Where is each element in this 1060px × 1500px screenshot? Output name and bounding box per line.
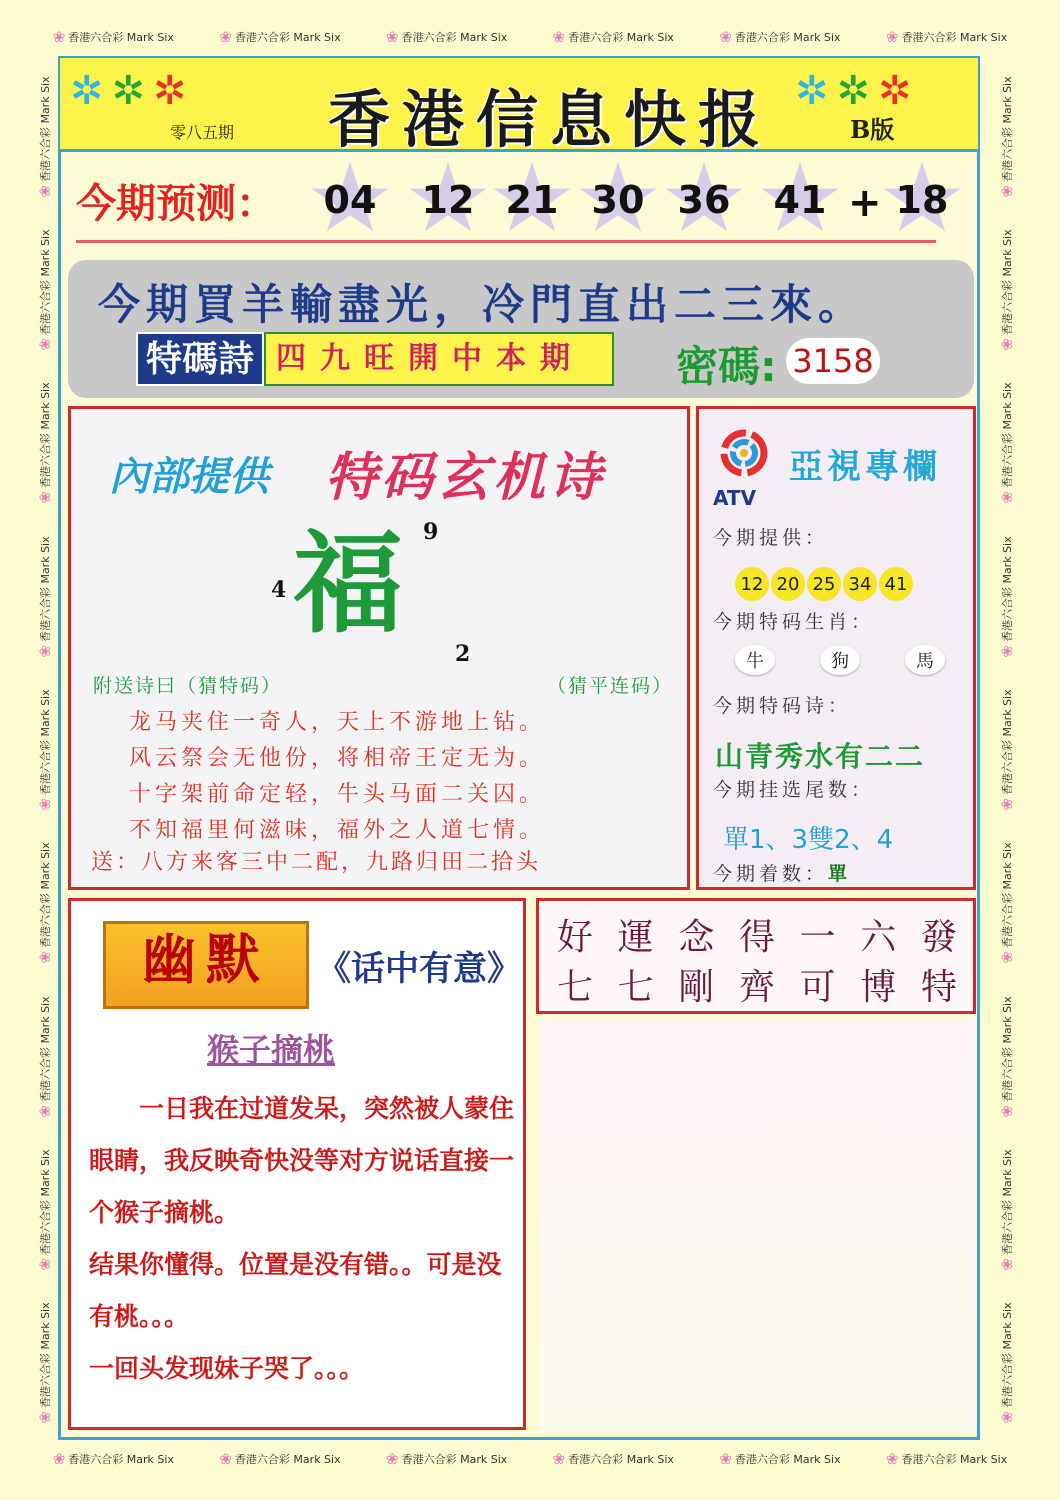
watermark: ❀ 香港六合彩 Mark Six: [35, 76, 54, 198]
prediction-row: [66, 162, 966, 242]
slogan: 今期買羊輸盡光，冷門直出二三來。: [98, 280, 867, 329]
lucky-char: 一: [799, 917, 836, 958]
watermark: ❀ 香港六合彩 Mark Six: [35, 996, 54, 1118]
flower-icon: ❀: [552, 27, 566, 46]
riddle-title: 特码玄机诗: [325, 447, 606, 508]
atv-number-row: [735, 567, 913, 601]
flower-icon: ❀: [719, 1449, 732, 1468]
watermark: ❀ 香港六合彩 Mark Six: [52, 1449, 174, 1468]
asterisk-flower-icon: ✲: [153, 68, 195, 114]
humor-line: 眼睛，我反映奇快没等对方说话直接一: [89, 1146, 515, 1175]
special-number: 18: [882, 162, 962, 238]
atv-column: [696, 406, 976, 890]
watermark: ❀ 香港六合彩 Mark Six: [997, 689, 1016, 811]
atv-count: [713, 859, 851, 886]
flower-icon: ❀: [997, 338, 1016, 351]
lucky-char: 可: [799, 967, 836, 1008]
watermark: ❀ 香港六合彩 Mark Six: [997, 536, 1016, 658]
flower-icon: ❀: [997, 491, 1016, 504]
bottom-watermark-strip: [30, 1446, 1030, 1472]
lucky-char: 發: [920, 917, 957, 958]
special-poem-text: 四九旺開中本期: [264, 332, 614, 386]
watermark: ❀ 香港六合彩 Mark Six: [219, 27, 341, 46]
flower-icon: ❀: [52, 27, 66, 46]
watermark: ❀ 香港六合彩 Mark Six: [219, 1449, 341, 1468]
flower-icon: ❀: [35, 491, 54, 504]
flower-icon: ❀: [35, 184, 54, 198]
asterisk-flower-icon: ✲: [111, 68, 154, 114]
flower-icon: ❀: [997, 1104, 1016, 1118]
gift-line: [93, 671, 673, 698]
lucky-char: 得: [738, 917, 775, 958]
issue-number: 零八五期: [170, 123, 235, 142]
watermark: ❀ 香港六合彩 Mark Six: [885, 1449, 1008, 1468]
watermark: ❀ 香港六合彩 Mark Six: [997, 76, 1016, 198]
atv-tails: 單1、3雙2、4: [723, 825, 894, 855]
lucky-phrase-box: [536, 898, 976, 1014]
zodiac-badge: 狗: [820, 645, 860, 675]
lucky-char: 特: [920, 967, 957, 1008]
decorative-flowers-left: [70, 68, 195, 114]
lucky-row-1: [557, 909, 957, 960]
humor-subtitle: 《话中有意》: [317, 949, 521, 989]
riddle-poem: [129, 705, 649, 849]
watermark: ❀ 香港六合彩 Mark Six: [35, 229, 54, 351]
atv-provide-label: 今期提供：: [713, 527, 829, 549]
flower-icon: ❀: [35, 951, 54, 964]
humor-line: 有桃。。。: [89, 1302, 190, 1331]
atv-logo-text: ATV: [713, 486, 757, 509]
humor-line: 结果你懂得。位置是没有错。。可是没: [89, 1250, 502, 1279]
humor-body: [89, 1083, 519, 1395]
asterisk-flower-icon: ✲: [70, 68, 112, 114]
watermark: ❀ 香港六合彩 Mark Six: [35, 842, 54, 964]
prediction-number: 36: [664, 162, 744, 238]
lucky-char: 七: [557, 967, 594, 1008]
poem-line: 风云祭会无他份，将相帝王定无为。: [129, 746, 546, 771]
code-label: 密碼:: [676, 342, 777, 391]
watermark: ❀ 香港六合彩 Mark Six: [52, 27, 174, 46]
riddle-number-top: 9: [423, 519, 439, 545]
zodiac-badge: 牛: [735, 645, 775, 675]
watermark: ❀ 香港六合彩 Mark Six: [997, 996, 1016, 1118]
lucky-row-2: [557, 959, 957, 1010]
number-ball: 25: [807, 567, 841, 601]
asterisk-flower-icon: ✲: [836, 68, 879, 114]
watermark: ❀ 香港六合彩 Mark Six: [719, 27, 841, 46]
flower-icon: ❀: [552, 1449, 566, 1468]
watermark: ❀ 香港六合彩 Mark Six: [997, 1149, 1016, 1271]
watermark: ❀ 香港六合彩 Mark Six: [997, 1302, 1016, 1424]
flower-icon: ❀: [35, 644, 54, 658]
flower-icon: ❀: [997, 1411, 1016, 1424]
lucky-char: 七: [617, 967, 654, 1008]
lucky-char: 六: [860, 917, 897, 958]
lucky-char: 好: [557, 917, 594, 958]
special-poem: [136, 332, 614, 386]
poem-line: 十字架前命定轻，牛头马面二关囚。: [129, 782, 546, 807]
riddle-box: [68, 406, 690, 890]
lucky-char: 剛: [678, 967, 715, 1008]
lucky-char: 運: [617, 917, 654, 958]
prediction-number: 21: [492, 162, 572, 238]
humor-line: 一日我在过道发呆，突然被人蒙住: [89, 1094, 515, 1123]
prediction-label: 今期预测：: [76, 181, 276, 227]
watermark: ❀ 香港六合彩 Mark Six: [35, 689, 54, 811]
flower-icon: ❀: [35, 1258, 54, 1271]
internal-label: 內部提供: [109, 454, 269, 500]
watermark: ❀ 香港六合彩 Mark Six: [885, 27, 1008, 46]
flower-icon: ❀: [997, 1258, 1016, 1271]
riddle-number-bottom: 2: [455, 641, 471, 667]
asterisk-flower-icon: ✲: [878, 68, 920, 114]
atv-poem: 山青秀水有二二: [715, 740, 926, 773]
number-ball: 20: [771, 567, 805, 601]
atv-title: 亞視專欄: [789, 447, 941, 487]
atv-count-value: 單: [828, 863, 852, 885]
asterisk-flower-icon: ✲: [795, 68, 837, 114]
flower-icon: ❀: [35, 338, 54, 351]
divider: [76, 240, 936, 243]
flower-icon: ❀: [35, 1104, 54, 1118]
watermark: ❀ 香港六合彩 Mark Six: [35, 1302, 54, 1424]
flower-icon: ❀: [885, 1449, 899, 1468]
watermark: ❀ 香港六合彩 Mark Six: [552, 1449, 674, 1468]
watermark: ❀ 香港六合彩 Mark Six: [997, 842, 1016, 964]
slogan-panel: [68, 260, 974, 398]
humor-badge: 幽默: [103, 921, 309, 1009]
watermark: ❀ 香港六合彩 Mark Six: [997, 229, 1016, 351]
code-value: 3158: [786, 338, 880, 384]
decorative-flowers-right: [795, 68, 920, 114]
gift-right: （猜平连码）: [546, 675, 673, 697]
flower-icon: ❀: [885, 27, 899, 46]
humor-line: 个猴子摘桃。: [89, 1198, 240, 1227]
gift-left: 附送诗曰（猜特码）: [93, 675, 283, 697]
riddle-number-left: 4: [271, 577, 287, 603]
zodiac-badge: 馬: [905, 645, 945, 675]
flower-icon: ❀: [386, 1449, 399, 1468]
right-watermark-strip: [994, 60, 1020, 1440]
number-ball: 34: [843, 567, 877, 601]
number-ball: 12: [735, 567, 769, 601]
atv-count-label: 今期着数：: [713, 863, 829, 885]
flower-icon: ❀: [35, 798, 54, 811]
flower-icon: ❀: [719, 27, 732, 46]
prediction-number: 41: [760, 162, 840, 238]
watermark: ❀ 香港六合彩 Mark Six: [997, 382, 1016, 504]
watermark: ❀ 香港六合彩 Mark Six: [719, 1449, 841, 1468]
lucky-char: 博: [860, 967, 897, 1008]
poem-line: 不知福里何滋味，福外之人道七情。: [129, 818, 546, 843]
number-ball: 41: [879, 567, 913, 601]
special-poem-label: 特碼詩: [136, 332, 264, 386]
prediction-number: 30: [578, 162, 658, 238]
riddle-character: 福: [293, 519, 403, 648]
watermark: ❀ 香港六合彩 Mark Six: [386, 1449, 508, 1468]
flower-icon: ❀: [35, 1411, 54, 1424]
left-watermark-strip: [32, 60, 58, 1440]
humor-box: [68, 898, 526, 1430]
flower-icon: ❀: [997, 798, 1016, 811]
poem-line: 龙马夹住一奇人，天上不游地上钻。: [129, 710, 546, 735]
lucky-char: 齊: [738, 967, 775, 1008]
lucky-char: 念: [678, 917, 715, 958]
atv-zodiac-label: 今期特码生肖：: [713, 611, 875, 633]
flower-icon: ❀: [997, 951, 1016, 964]
edition-label: B版: [850, 115, 895, 144]
flower-icon: ❀: [386, 27, 399, 46]
watermark: ❀ 香港六合彩 Mark Six: [35, 1149, 54, 1271]
atv-logo-icon: [711, 423, 777, 509]
flower-icon: ❀: [219, 1449, 232, 1468]
humor-title: 猴子摘桃: [207, 1031, 336, 1069]
page-title: 香港信息快报: [327, 83, 772, 156]
poem-send: 送：八方来客三中二配，九路归田二拾头: [91, 850, 542, 875]
atv-poem-label: 今期特码诗：: [713, 695, 852, 717]
prediction-number: 04: [310, 162, 390, 238]
top-watermark-strip: [30, 24, 1030, 50]
flower-icon: ❀: [997, 644, 1016, 658]
flower-icon: ❀: [219, 27, 232, 46]
watermark: ❀ 香港六合彩 Mark Six: [35, 536, 54, 658]
prediction-number: 12: [408, 162, 488, 238]
watermark: ❀ 香港六合彩 Mark Six: [386, 27, 508, 46]
atv-zodiac-row: [735, 645, 945, 675]
watermark: ❀ 香港六合彩 Mark Six: [35, 382, 54, 504]
blank-area: [540, 1020, 976, 1432]
header: [60, 58, 978, 156]
humor-line: 一回头发现妹子哭了。。。: [89, 1354, 365, 1383]
watermark: ❀ 香港六合彩 Mark Six: [552, 27, 674, 46]
flower-icon: ❀: [52, 1449, 66, 1468]
atv-tail-label: 今期挂选尾数：: [713, 779, 875, 801]
plus-sign: +: [848, 180, 882, 226]
flower-icon: ❀: [997, 184, 1016, 198]
